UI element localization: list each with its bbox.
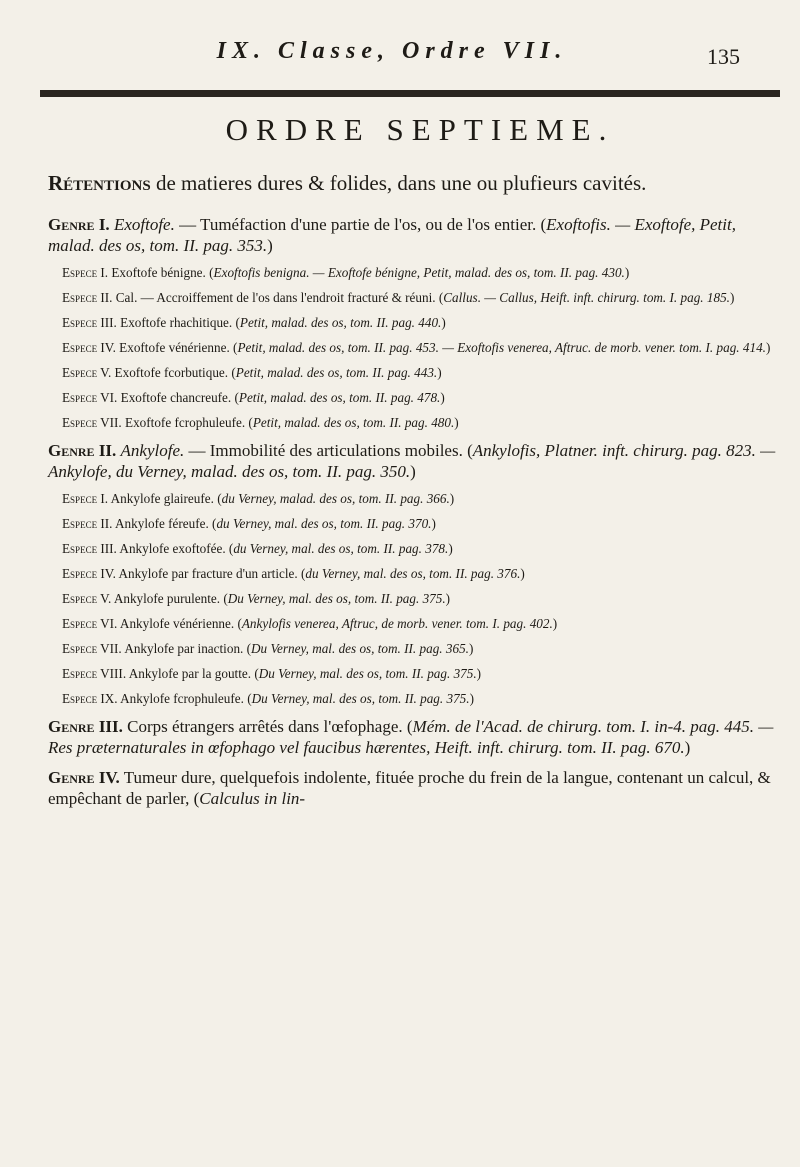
intro-paragraph <box>48 170 780 196</box>
order-title: ORDRE SEPTIEME. <box>225 112 615 147</box>
espece-entry <box>62 641 780 657</box>
genre-label: Genre IV. <box>48 768 120 787</box>
espece-label: Espece VI. <box>62 390 118 405</box>
espece-entry <box>62 491 780 507</box>
genre-entry <box>48 716 780 758</box>
espece-label: Espece IV. <box>62 340 116 355</box>
espece-label: Espece V. <box>62 365 112 380</box>
espece-entry <box>62 265 780 281</box>
espece-reference: Exoftofis benigna. — Exoftofe bénigne, Petit, malad. des os, tom. II. pag. 430. <box>213 265 625 280</box>
espece-close: ) <box>520 566 525 581</box>
genre-reference: Exoftofis. — Exoftofe, Petit, malad. des os, tom. II. pag. 353. <box>48 215 736 255</box>
espece-description: Ankylofe exoftofée. ( <box>119 541 234 556</box>
espece-close: ) <box>765 340 771 355</box>
page-number: 135 <box>707 44 740 69</box>
espece-label: Espece V. <box>62 591 112 606</box>
genre-description: — Immobilité des articulations mobiles. ( <box>184 441 473 460</box>
running-head: IX. Classe, Ordre VII. <box>216 38 568 64</box>
intro-lead: Rétentions <box>48 171 151 195</box>
espece-description: Ankylofe vénérienne. ( <box>119 616 242 631</box>
espece-description: Exoftofe rhachitique. ( <box>120 315 240 330</box>
espece-description: Exoftofe fcrophuleufe. ( <box>125 415 253 430</box>
espece-label: Espece IX. <box>62 691 118 706</box>
espece-reference: Callus. — Callus, Heift. inft. chirurg. tom. I. pag. 185. <box>443 290 730 305</box>
espece-entry <box>62 415 780 431</box>
genre-entry <box>48 440 780 482</box>
espece-reference: Petit, malad. des os, tom. II. pag. 480. <box>252 415 455 430</box>
espece-description: Exoftofe vénérienne. ( <box>119 340 238 355</box>
espece-description: Exoftofe bénigne. ( <box>111 265 214 280</box>
espece-label: Espece IV. <box>62 566 116 581</box>
espece-close: ) <box>624 265 630 280</box>
espece-close: ) <box>729 290 735 305</box>
genre-close: ) <box>684 738 691 757</box>
genre-name: Ankylofe. <box>120 441 185 460</box>
genre-description: Corps étrangers arrêtés dans l'œfophage. ( <box>127 717 413 736</box>
genre-label: Genre II. <box>48 441 117 460</box>
espece-close: ) <box>469 691 474 706</box>
genre-reference: Mém. de l'Acad. de chirurg. tom. I. in-4. pag. 445. — Res præternaturales in œfophago vel faucibus hærentes, Heift. inft. chirurg. tom. II. pag. 670. <box>48 717 774 757</box>
genre-description: Tumeur dure, quelquefois indolente, fituée proche du frein de la langue, contenant un calcul, & empêchant de parler, ( <box>48 768 771 808</box>
espece-entry <box>62 666 780 682</box>
espece-description: Ankylofe glaireufe. ( <box>110 491 222 506</box>
espece-entry <box>62 516 780 532</box>
espece-entry <box>62 566 780 582</box>
espece-reference: du Verney, mal. des os, tom. II. pag. 370. <box>216 516 432 531</box>
espece-reference: du Verney, mal. des os, tom. II. pag. 376. <box>305 566 521 581</box>
espece-reference: du Verney, malad. des os, tom. II. pag. 366. <box>221 491 450 506</box>
espece-entry <box>62 315 780 331</box>
espece-reference: Du Verney, mal. des os, tom. II. pag. 375. <box>251 691 470 706</box>
genre-close: ) <box>267 236 273 255</box>
espece-entry <box>62 340 780 356</box>
espece-close: ) <box>440 390 445 405</box>
header-rule <box>40 90 780 97</box>
genre-entry <box>48 767 780 809</box>
genre-list <box>40 214 780 809</box>
espece-description: Ankylofe purulente. ( <box>113 591 228 606</box>
espece-close: ) <box>441 315 446 330</box>
espece-label: Espece III. <box>62 541 117 556</box>
page-content <box>40 170 780 818</box>
espece-description: Cal. — Accroiffement de l'os dans l'endroit fracturé & réuni. ( <box>115 290 444 305</box>
espece-reference: Du Verney, mal. des os, tom. II. pag. 365. <box>251 641 469 656</box>
espece-entry <box>62 591 780 607</box>
espece-close: ) <box>552 616 558 631</box>
espece-description: Ankylofe par inaction. ( <box>124 641 252 656</box>
espece-entry <box>62 541 780 557</box>
espece-entry <box>62 390 780 406</box>
espece-reference: Du Verney, mal. des os, tom. II. pag. 375. <box>258 666 477 681</box>
genre-close: ) <box>410 462 416 481</box>
espece-label: Espece I. <box>62 265 109 280</box>
espece-reference: du Verney, mal. des os, tom. II. pag. 378. <box>233 541 449 556</box>
genre-label: Genre III. <box>48 717 123 736</box>
espece-reference: Petit, malad. des os, tom. II. pag. 478. <box>238 390 441 405</box>
genre-entry <box>48 214 780 256</box>
espece-close: ) <box>454 415 459 430</box>
espece-label: Espece VII. <box>62 641 122 656</box>
espece-close: ) <box>431 516 436 531</box>
genre-reference: Calculus in lin- <box>199 789 306 808</box>
genre-name: Exoftofe. <box>113 215 175 234</box>
espece-label: Espece III. <box>62 315 117 330</box>
genre-reference: Ankylofis, Platner. inft. chirurg. pag. 823. — Ankylofe, du Verney, malad. des os, tom. II. pag. 350. <box>48 441 776 481</box>
espece-label: Espece II. <box>62 516 113 531</box>
espece-close: ) <box>468 641 474 656</box>
espece-close: ) <box>449 491 455 506</box>
espece-description: Ankylofe fcrophuleufe. ( <box>120 691 252 706</box>
espece-label: Espece I. <box>62 491 109 506</box>
espece-entry <box>62 616 780 632</box>
espece-label: Espece VIII. <box>62 666 127 681</box>
espece-close: ) <box>476 666 482 681</box>
espece-close: ) <box>445 591 451 606</box>
espece-label: Espece VI. <box>62 616 118 631</box>
espece-close: ) <box>437 365 442 380</box>
espece-label: Espece VII. <box>62 415 122 430</box>
espece-description: Ankylofe par fracture d'un article. ( <box>118 566 306 581</box>
genre-label: Genre I. <box>48 215 110 234</box>
espece-entry <box>62 290 780 306</box>
espece-description: Ankylofe par la goutte. ( <box>128 666 259 681</box>
espece-reference: Du Verney, mal. des os, tom. II. pag. 375. <box>227 591 446 606</box>
espece-description: Ankylofe féreufe. ( <box>115 516 217 531</box>
genre-description: — Tuméfaction d'une partie de l'os, ou de l'os entier. ( <box>174 215 547 234</box>
espece-reference: Petit, malad. des os, tom. II. pag. 443. <box>235 365 438 380</box>
espece-description: Exoftofe fcorbutique. ( <box>114 365 236 380</box>
espece-entry <box>62 365 780 381</box>
espece-reference: Petit, malad. des os, tom. II. pag. 440. <box>239 315 442 330</box>
espece-label: Espece II. <box>62 290 113 305</box>
intro-text: de matieres dures & folides, dans une ou plufieurs cavités. <box>155 171 647 195</box>
espece-reference: Petit, malad. des os, tom. II. pag. 453. — Exoftofis venerea, Aftruc. de morb. vener. tom. I. pag. 414. <box>237 340 766 355</box>
espece-reference: Ankylofis venerea, Aftruc, de morb. vener. tom. I. pag. 402. <box>241 616 553 631</box>
espece-close: ) <box>448 541 453 556</box>
espece-description: Exoftofe chancreufe. ( <box>120 390 239 405</box>
espece-entry <box>62 691 780 707</box>
